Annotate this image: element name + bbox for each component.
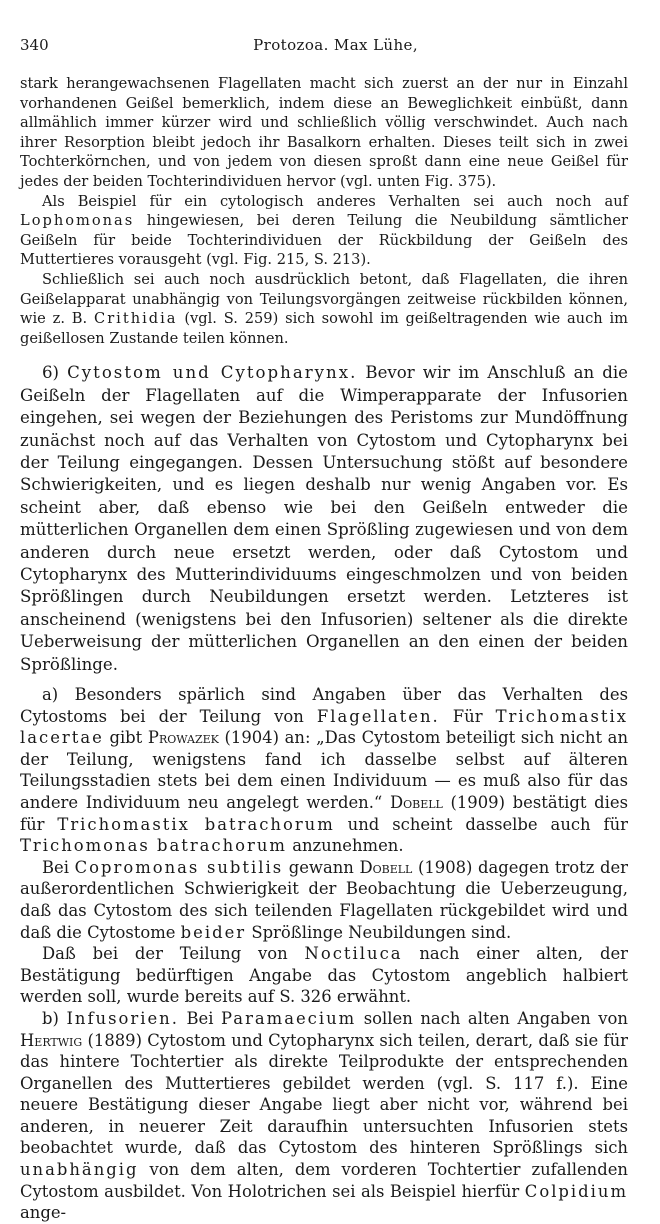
running-header <box>20 36 628 54</box>
section-heading: Cytostom und Cytopharynx. <box>67 363 358 383</box>
taxon-name: Copromonas subtilis <box>74 857 284 877</box>
taxon-name: Trichomastix batrachorum <box>57 814 335 834</box>
paragraph-crithidia: Schließlich sei auch noch ausdrücklich betont, daß Flagellaten, die ihren Geißelapparat unabhängig von Teilungsvorgängen zeitweise rückbilden können, wie z. B. Crithidia (vgl. S. 259) sich sowohl im geißeltragenden wie auch im geißellosen Zustande teilen können. <box>20 270 629 347</box>
author-name: Dobell <box>359 857 413 877</box>
paragraph-continuation: stark herangewachsenen Flagellaten macht sich zuerst an der nur in Einzahl vorhandenen Geißel bemerklich, indem diese an Beweglichkeit einbüßt, dann allmählich immer kürzer wird und schließlich völlig verschwindet. Auch nach ihrer Resorption bleibt jedoch ihr Basalkorn erhalten. Dieses teilt sich in zwei Tochterkörnchen, und von jedem von diesen sproßt dann eine neue Geißel für jedes der beiden Tochterindividuen hervor (vgl. unten Fig. 375). <box>20 75 628 190</box>
paragraph-lophomonas: Als Beispiel für ein cytologisch anderes Verhalten sei auch noch auf Lophomonas hingewiesen, bei deren Teilung die Neubildung sämtlicher Geißeln für beide Tochterindividuen der Rückbildung der Geißeln des Muttertieres vorausgeht (vgl. Fig. 215, S. 213). <box>20 192 628 269</box>
author-name: Dobell <box>389 792 443 812</box>
paragraph-cytostom-section: 6) Cytostom und Cytopharynx. Bevor wir im Anschluß an die Geißeln der Flagellaten auf die Wimperapparate der Infusorien eingehen, sei wegen der Beziehungen des Peristoms zur Mundöffnung zunächst noch auf das Verhalten von Cytostom und Cytopharynx bei der Teilung eingegangen. Dessen Untersuchung stößt auf besondere Schwierigkeiten, und es liegen deshalb nur wenig Angaben vor. Es scheint aber, daß ebenso wie bei den Geißeln entweder die mütterlichen Organellen dem einen Sprößling zugewiesen und von dem anderen durch neue ersetzt werden, oder daß Cytostom und Cytopharynx des Mutterindividuums eingeschmolzen und von beiden Sprößlingen durch Neubildungen ersetzt werden. Letzteres ist anscheinend (wenigstens bei den Infusorien) seltener als die direkte Ueberweisung der mütterlichen Organellen an den einen der beiden Sprößlinge. <box>20 363 628 674</box>
paragraph-copromonas: Bei Copromonas subtilis gewann Dobell (1908) dagegen trotz der außerordentlichen Schwierigkeit der Beobachtung die Ueberzeugung, daß das Cytostom des sich teilenden Flagellaten rückgebildet wird und daß die Cytostome beider Sprößlinge Neubildungen sind. <box>20 857 628 942</box>
taxon-name: Trichomonas batrachorum <box>20 836 287 856</box>
author-name: Prowazek <box>147 728 219 748</box>
section-gap <box>20 676 628 684</box>
taxon-name: Paramaecium <box>221 1008 357 1028</box>
text-column <box>20 74 628 1224</box>
paragraph-noctiluca: Daß bei der Teilung von Noctiluca nach einer alten, der Bestätigung bedürftigen Angabe das Cytostom angeblich halbiert werden soll, wurde bereits auf S. 326 erwähnt. <box>20 944 628 1007</box>
page-number: 340 <box>20 36 49 54</box>
paragraph-infusorien: b) Infusorien. Bei Paramaecium sollen nach alten Angaben von Hertwig (1889) Cytostom und Cytopharynx sich teilen, derart, daß sie für das hintere Tochtertier als direkte Teilprodukte der entsprechenden Organellen des Muttertieres gebildet werden (vgl. S. 117 f.). Eine neuere Bestätigung dieser Angabe liegt aber nicht vor, während bei anderen, in neuerer Zeit daraufhin untersuchten Infusorien stets beobachtet wurde, daß das Cytostom des hinteren Sprößlings sich unabhängig von dem alten, dem vorderen Tochtertier zufallenden Cytostom ausbildet. Von Holotrichen sei als Beispiel hierfür Colpidium ange- <box>20 1008 628 1223</box>
taxon-name: Lophomonas <box>20 212 135 230</box>
taxon-name: Crithidia <box>94 310 178 328</box>
taxon-name: Noctiluca <box>304 944 403 964</box>
paragraph-flagellaten: a) Besonders spärlich sind Angaben über das Verhalten des Cytostoms bei der Teilung von Flagellaten. Für Trichomastix lacertae gibt Prowazek (1904) an: „Das Cytostom beteiligt sich nicht an der Teilung, wenigstens fand ich dasselbe selbst auf älteren Teilungsstadien stets bei dem einen Individuum — es muß also für das andere Individuum neu angelegt werden.“ Dobell (1909) bestätigt dies für Trichomastix batrachorum und scheint dasselbe auch für Trichomonas batrachorum anzunehmen. <box>20 685 629 856</box>
running-title: Protozoa. Max Lühe, <box>253 36 418 54</box>
author-name: Hertwig <box>20 1030 83 1050</box>
section-gap <box>20 348 628 362</box>
taxon-name: Trichomastix lacertae <box>20 706 628 748</box>
taxon-name: Colpidium <box>524 1181 628 1201</box>
